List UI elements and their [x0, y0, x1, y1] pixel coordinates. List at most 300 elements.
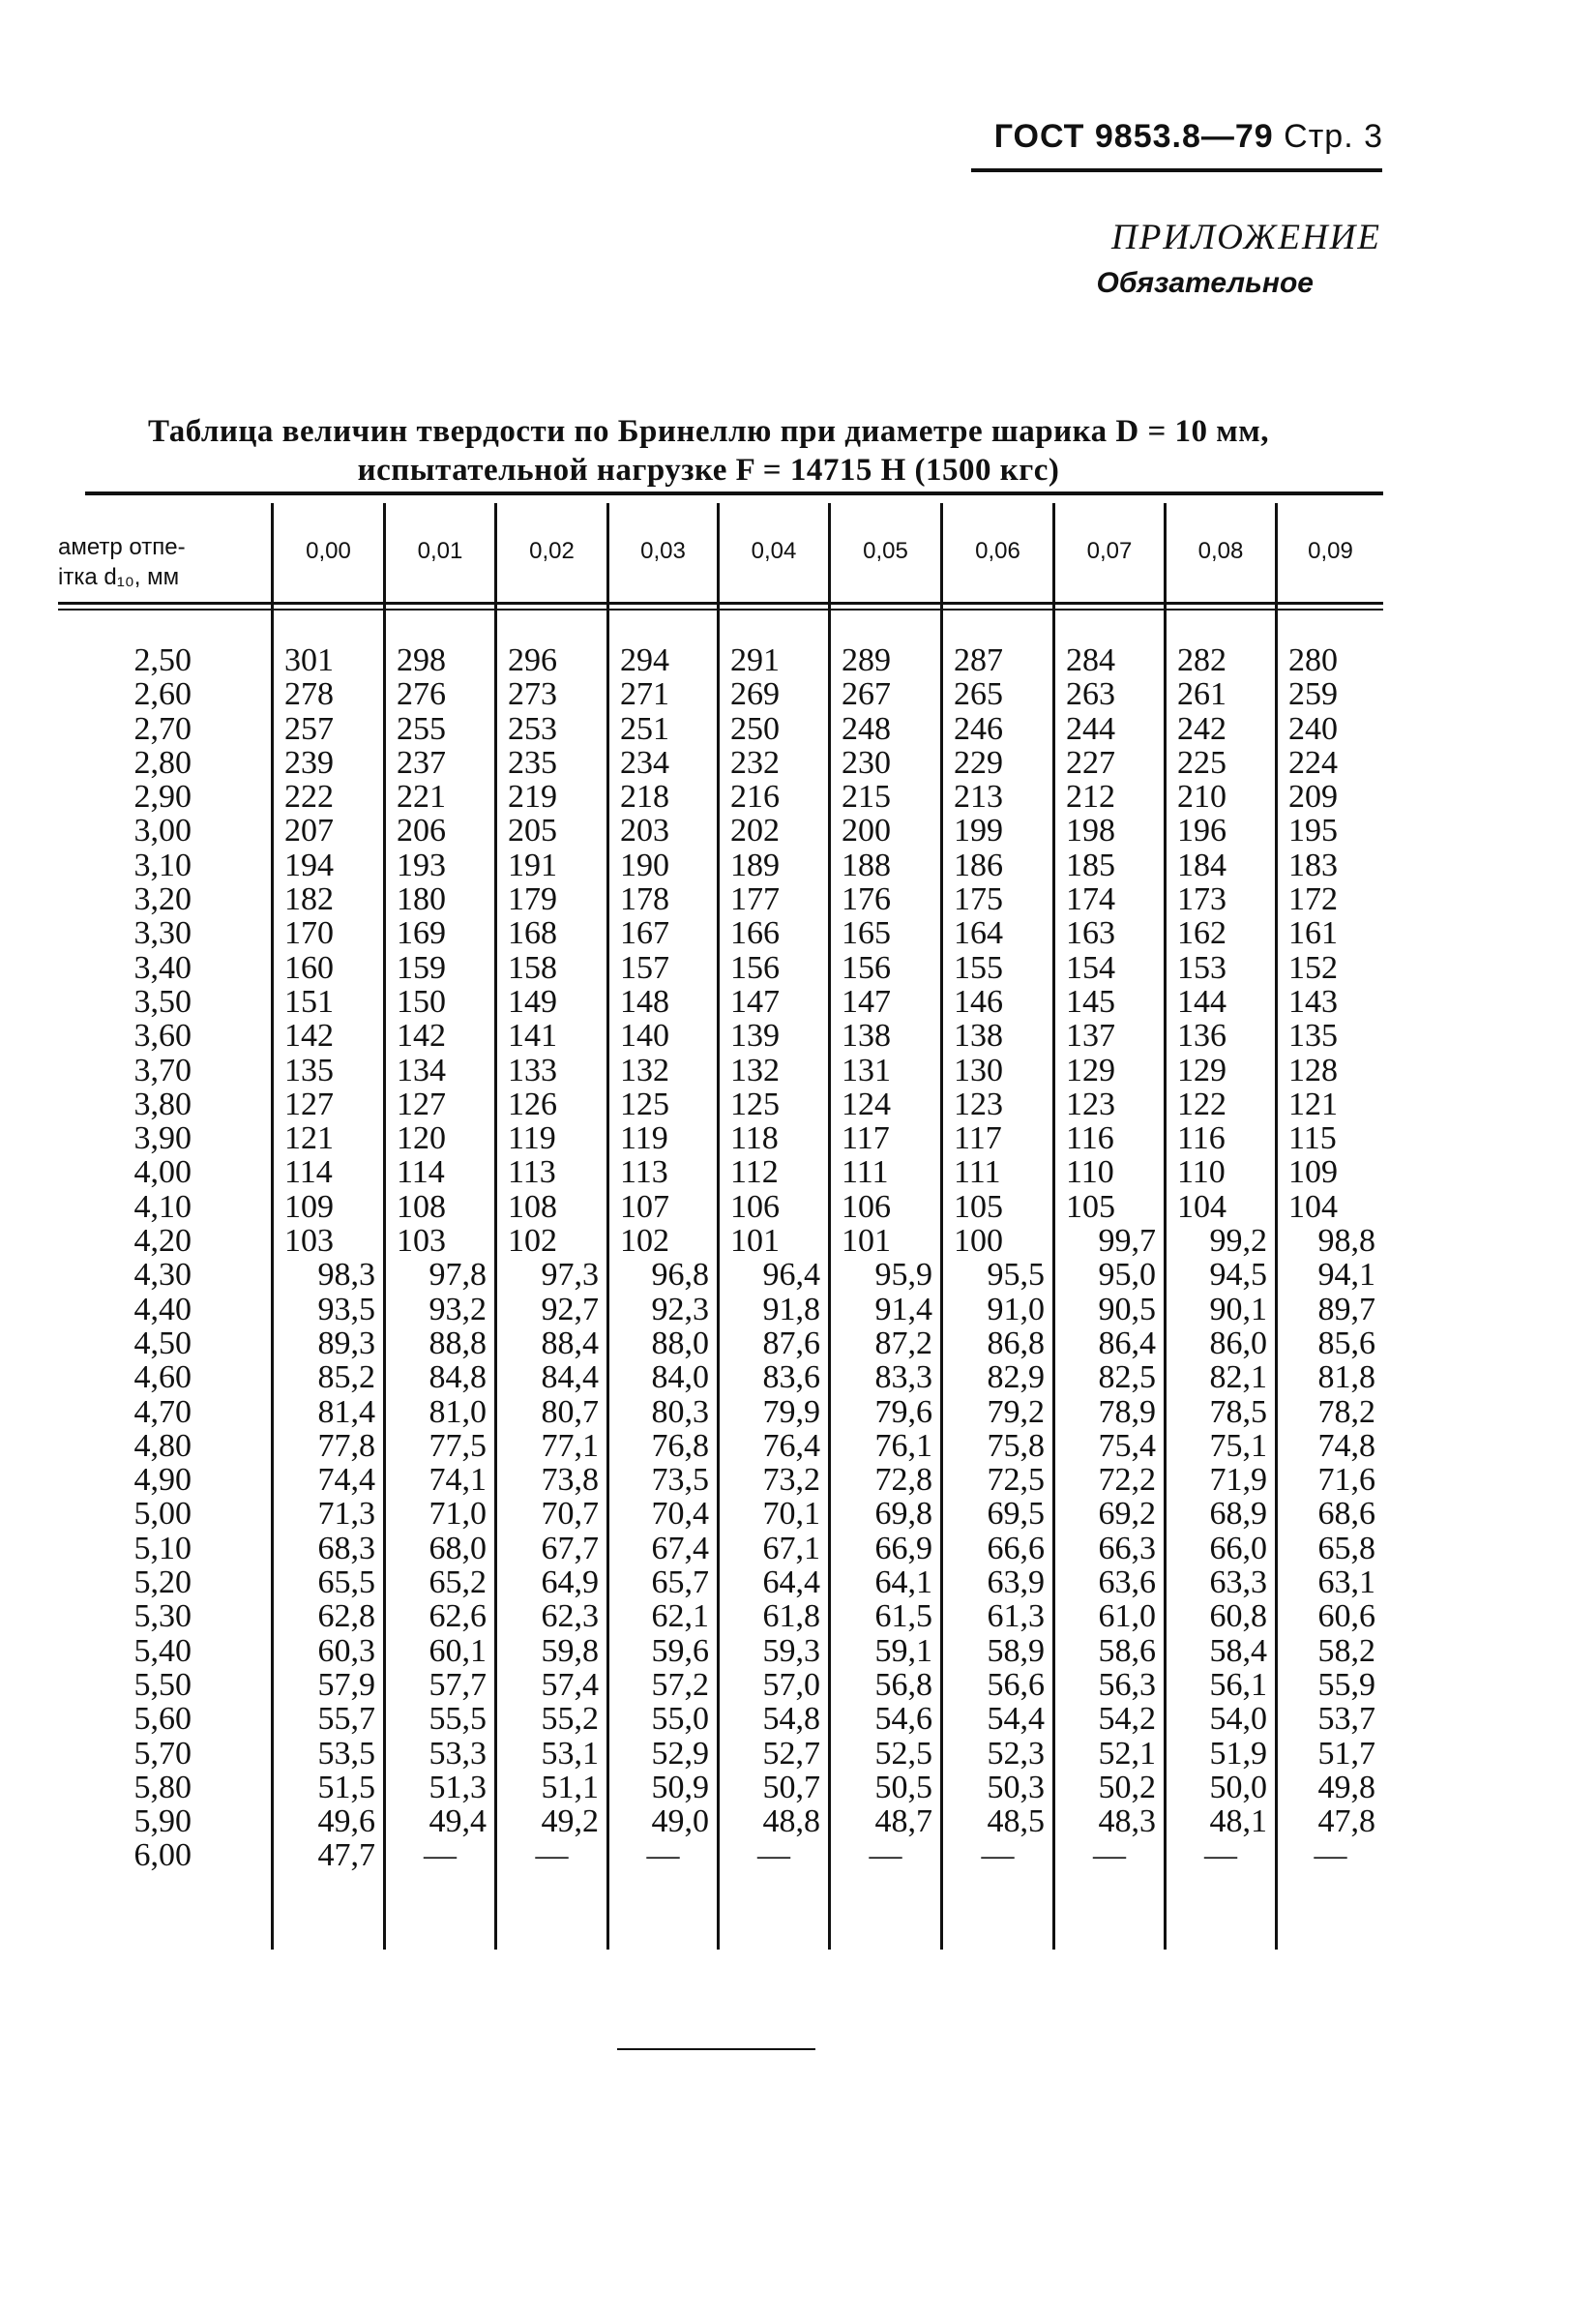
diameter-cell: 5,40: [133, 1632, 192, 1669]
diameter-cell: 2,80: [133, 744, 192, 781]
hardness-value-cell: 48,3: [1098, 1803, 1156, 1840]
hardness-value-cell: 101: [842, 1223, 891, 1260]
hardness-value-cell: 167: [620, 915, 669, 952]
hardness-value-cell: 89,7: [1317, 1291, 1375, 1327]
hardness-value-cell: 267: [842, 676, 891, 713]
hardness-value-cell: 71,9: [1209, 1462, 1267, 1499]
hardness-value-cell: 163: [1066, 915, 1115, 952]
hardness-value-cell: —: [1314, 1837, 1347, 1874]
hardness-value-cell: 69,2: [1098, 1496, 1156, 1533]
hardness-value-cell: 189: [730, 847, 780, 883]
hardness-value-cell: 203: [620, 813, 669, 849]
hardness-value-cell: 153: [1177, 949, 1227, 986]
hardness-value-cell: 111: [842, 1154, 889, 1191]
hardness-value-cell: 111: [954, 1154, 1001, 1191]
hardness-value-cell: 66,9: [874, 1530, 932, 1566]
hardness-value-cell: 63,9: [987, 1564, 1045, 1601]
hardness-value-cell: 76,1: [874, 1427, 932, 1464]
hardness-value-cell: 141: [508, 1018, 557, 1055]
hardness-value-cell: 50,9: [651, 1769, 709, 1805]
hardness-value-cell: 55,0: [651, 1701, 709, 1738]
hardness-value-cell: 79,2: [987, 1393, 1045, 1430]
hardness-value-cell: 183: [1288, 847, 1338, 883]
hardness-value-cell: 65,2: [429, 1564, 487, 1601]
hardness-value-cell: 63,6: [1098, 1564, 1156, 1601]
hardness-value-cell: 93,2: [429, 1291, 487, 1327]
hardness-value-cell: 193: [397, 847, 446, 883]
hardness-value-cell: 225: [1177, 744, 1227, 781]
value-column: [720, 643, 828, 1873]
hardness-value-cell: —: [981, 1837, 1015, 1874]
diameter-cell: 3,20: [133, 881, 192, 918]
hardness-value-cell: 90,1: [1209, 1291, 1267, 1327]
hardness-value-cell: 53,7: [1317, 1701, 1375, 1738]
hardness-value-cell: 55,9: [1317, 1666, 1375, 1703]
hardness-value-cell: 77,1: [541, 1427, 599, 1464]
hardness-value-cell: 158: [508, 949, 557, 986]
hardness-value-cell: 84,0: [651, 1359, 709, 1396]
hardness-value-cell: 125: [730, 1086, 780, 1122]
hardness-value-cell: 242: [1177, 710, 1227, 747]
hardness-value-cell: 80,7: [541, 1393, 599, 1430]
value-column: [943, 643, 1052, 1873]
hardness-value-cell: 185: [1066, 847, 1115, 883]
hardness-value-cell: —: [1093, 1837, 1126, 1874]
hardness-value-cell: 96,4: [762, 1257, 820, 1294]
hardness-value-cell: 209: [1288, 779, 1338, 816]
hardness-value-cell: 71,0: [429, 1496, 487, 1533]
hardness-value-cell: 53,5: [317, 1735, 375, 1772]
hardness-value-cell: 194: [284, 847, 334, 883]
hardness-value-cell: 80,3: [651, 1393, 709, 1430]
hardness-value-cell: 48,5: [987, 1803, 1045, 1840]
hardness-value-cell: 61,0: [1098, 1598, 1156, 1635]
diameter-cell: 4,30: [133, 1257, 192, 1294]
diameter-cell: 2,50: [133, 642, 192, 678]
hardness-value-cell: 74,4: [317, 1462, 375, 1499]
hardness-value-cell: 74,1: [429, 1462, 487, 1499]
hardness-value-cell: 112: [730, 1154, 779, 1191]
hardness-value-cell: 57,4: [541, 1666, 599, 1703]
header-rule-2: [58, 609, 1383, 611]
hardness-value-cell: 103: [397, 1223, 446, 1260]
hardness-value-cell: 294: [620, 642, 669, 678]
value-column: [386, 643, 494, 1873]
diameter-cell: 5,10: [133, 1530, 192, 1566]
hardness-value-cell: 66,6: [987, 1530, 1045, 1566]
hardness-value-cell: 179: [508, 881, 557, 918]
hardness-value-cell: 68,0: [429, 1530, 487, 1566]
diameter-cell: 4,50: [133, 1325, 192, 1361]
hardness-value-cell: 66,0: [1209, 1530, 1267, 1566]
hardness-value-cell: 151: [284, 983, 334, 1020]
hardness-value-cell: 147: [730, 983, 780, 1020]
hardness-value-cell: 178: [620, 881, 669, 918]
hardness-value-cell: 139: [730, 1018, 780, 1055]
hardness-value-cell: 125: [620, 1086, 669, 1122]
hardness-value-cell: 62,8: [317, 1598, 375, 1635]
hardness-value-cell: 82,5: [1098, 1359, 1156, 1396]
hardness-value-cell: 82,1: [1209, 1359, 1267, 1396]
hardness-value-cell: 71,6: [1317, 1462, 1375, 1499]
hardness-value-cell: 59,1: [874, 1632, 932, 1669]
hardness-value-cell: 168: [508, 915, 557, 952]
hardness-value-cell: 128: [1288, 1052, 1338, 1088]
hardness-value-cell: 91,0: [987, 1291, 1045, 1327]
hardness-value-cell: 219: [508, 779, 557, 816]
hardness-value-cell: 230: [842, 744, 891, 781]
hardness-value-cell: 251: [620, 710, 669, 747]
hardness-value-cell: 296: [508, 642, 557, 678]
diameter-cell: 5,90: [133, 1803, 192, 1840]
hardness-value-cell: 58,9: [987, 1632, 1045, 1669]
hardness-value-cell: 175: [954, 881, 1003, 918]
hardness-value-cell: 278: [284, 676, 334, 713]
column-header: 0,08: [1197, 538, 1244, 564]
hardness-value-cell: 164: [954, 915, 1003, 952]
column-header: 0,02: [529, 538, 575, 564]
hardness-value-cell: 84,4: [541, 1359, 599, 1396]
hardness-value-cell: 70,7: [541, 1496, 599, 1533]
hardness-value-cell: 126: [508, 1086, 557, 1122]
hardness-value-cell: 136: [1177, 1018, 1227, 1055]
diameter-column: [58, 643, 192, 1873]
hardness-value-cell: 79,6: [874, 1393, 932, 1430]
hardness-value-cell: 152: [1288, 949, 1338, 986]
column-header: 0,09: [1308, 538, 1353, 564]
hardness-value-cell: 97,3: [541, 1257, 599, 1294]
hardness-value-cell: 161: [1288, 915, 1338, 952]
hardness-value-cell: 59,3: [762, 1632, 820, 1669]
hardness-value-cell: 121: [1288, 1086, 1338, 1122]
hardness-value-cell: 165: [842, 915, 891, 952]
hardness-value-cell: 298: [397, 642, 446, 678]
hardness-value-cell: 173: [1177, 881, 1227, 918]
value-column: [274, 643, 383, 1873]
hardness-value-cell: 133: [508, 1052, 557, 1088]
hardness-value-cell: 75,4: [1098, 1427, 1156, 1464]
hardness-value-cell: 188: [842, 847, 891, 883]
hardness-value-cell: 134: [397, 1052, 446, 1088]
hardness-value-cell: 94,1: [1317, 1257, 1375, 1294]
hardness-value-cell: 86,4: [1098, 1325, 1156, 1361]
diameter-cell: 3,90: [133, 1120, 192, 1157]
hardness-value-cell: 213: [954, 779, 1003, 816]
hardness-value-cell: 51,7: [1317, 1735, 1375, 1772]
hardness-value-cell: 64,9: [541, 1564, 599, 1601]
hardness-value-cell: 86,8: [987, 1325, 1045, 1361]
hardness-value-cell: 77,5: [429, 1427, 487, 1464]
header-rule-1: [58, 602, 1383, 605]
hardness-value-cell: 62,1: [651, 1598, 709, 1635]
hardness-value-cell: 229: [954, 744, 1003, 781]
hardness-value-cell: —: [646, 1837, 680, 1874]
hardness-value-cell: 114: [284, 1154, 333, 1191]
hardness-value-cell: 159: [397, 949, 446, 986]
diameter-column-header: [58, 532, 266, 592]
hardness-value-cell: 90,5: [1098, 1291, 1156, 1327]
hardness-value-cell: 129: [1177, 1052, 1227, 1088]
hardness-value-cell: —: [535, 1837, 569, 1874]
hardness-value-cell: 148: [620, 983, 669, 1020]
hardness-value-cell: 261: [1177, 676, 1227, 713]
hardness-value-cell: 156: [842, 949, 891, 986]
hardness-value-cell: 88,4: [541, 1325, 599, 1361]
diameter-cell: 5,00: [133, 1496, 192, 1533]
hardness-value-cell: 130: [954, 1052, 1003, 1088]
hardness-value-cell: 199: [954, 813, 1003, 849]
hardness-value-cell: 52,7: [762, 1735, 820, 1772]
hardness-value-cell: 202: [730, 813, 780, 849]
hardness-value-cell: 157: [620, 949, 669, 986]
hardness-value-cell: 131: [842, 1052, 891, 1088]
hardness-value-cell: 73,5: [651, 1462, 709, 1499]
hardness-value-cell: 142: [397, 1018, 446, 1055]
hardness-value-cell: 57,0: [762, 1666, 820, 1703]
hardness-value-cell: 180: [397, 881, 446, 918]
hardness-value-cell: 248: [842, 710, 891, 747]
hardness-value-cell: 67,1: [762, 1530, 820, 1566]
hardness-value-cell: 105: [1066, 1188, 1115, 1225]
hardness-value-cell: 101: [730, 1223, 780, 1260]
hardness-value-cell: 127: [284, 1086, 334, 1122]
hardness-value-cell: 82,9: [987, 1359, 1045, 1396]
hardness-value-cell: 61,3: [987, 1598, 1045, 1635]
hardness-value-cell: 265: [954, 676, 1003, 713]
hardness-value-cell: 122: [1177, 1086, 1227, 1122]
hardness-value-cell: 301: [284, 642, 334, 678]
appendix-title: ПРИЛОЖЕНИЕ: [1111, 218, 1381, 257]
footer-rule: [617, 2048, 815, 2050]
hardness-value-cell: 50,3: [987, 1769, 1045, 1805]
hardness-value-cell: 100: [954, 1223, 1003, 1260]
hardness-value-cell: 81,4: [317, 1393, 375, 1430]
standard-number: ГОСТ 9853.8—79: [993, 118, 1274, 155]
hardness-value-cell: 224: [1288, 744, 1338, 781]
diameter-cell: 4,70: [133, 1393, 192, 1430]
hardness-value-cell: 129: [1066, 1052, 1115, 1088]
hardness-value-cell: 218: [620, 779, 669, 816]
hardness-value-cell: 119: [620, 1120, 668, 1157]
hardness-value-cell: 259: [1288, 676, 1338, 713]
hardness-value-cell: 75,1: [1209, 1427, 1267, 1464]
hardness-value-cell: 85,2: [317, 1359, 375, 1396]
hardness-value-cell: 63,3: [1209, 1564, 1267, 1601]
hardness-value-cell: 195: [1288, 813, 1338, 849]
hardness-value-cell: 182: [284, 881, 334, 918]
hardness-value-cell: 119: [508, 1120, 556, 1157]
hardness-value-cell: 93,5: [317, 1291, 375, 1327]
hardness-value-cell: 54,0: [1209, 1701, 1267, 1738]
hardness-value-cell: 190: [620, 847, 669, 883]
hardness-value-cell: 170: [284, 915, 334, 952]
hardness-value-cell: 253: [508, 710, 557, 747]
diameter-cell: 5,60: [133, 1701, 192, 1738]
hardness-value-cell: 244: [1066, 710, 1115, 747]
hardness-value-cell: 88,0: [651, 1325, 709, 1361]
diameter-cell: 4,60: [133, 1359, 192, 1396]
hardness-value-cell: 50,5: [874, 1769, 932, 1805]
hardness-value-cell: 276: [397, 676, 446, 713]
hardness-value-cell: 56,8: [874, 1666, 932, 1703]
hardness-value-cell: 205: [508, 813, 557, 849]
hardness-value-cell: 99,7: [1098, 1223, 1156, 1260]
hardness-value-cell: 74,8: [1317, 1427, 1375, 1464]
diameter-cell: 2,60: [133, 676, 192, 713]
hardness-value-cell: 95,5: [987, 1257, 1045, 1294]
diameter-cell: 3,60: [133, 1018, 192, 1055]
hardness-value-cell: 162: [1177, 915, 1227, 952]
hardness-value-cell: 143: [1288, 983, 1338, 1020]
hardness-value-cell: 65,5: [317, 1564, 375, 1601]
hardness-value-cell: 109: [284, 1188, 334, 1225]
hardness-value-cell: 198: [1066, 813, 1115, 849]
hardness-value-cell: 184: [1177, 847, 1227, 883]
column-header: 0,07: [1086, 538, 1133, 564]
hardness-value-cell: 227: [1066, 744, 1115, 781]
hardness-value-cell: 186: [954, 847, 1003, 883]
hardness-value-cell: 68,3: [317, 1530, 375, 1566]
hardness-value-cell: 156: [730, 949, 780, 986]
hardness-value-cell: 118: [730, 1120, 779, 1157]
hardness-value-cell: 60,3: [317, 1632, 375, 1669]
hardness-value-cell: 54,8: [762, 1701, 820, 1738]
hardness-value-cell: 98,8: [1317, 1223, 1375, 1260]
hardness-value-cell: 61,8: [762, 1598, 820, 1635]
hardness-value-cell: 54,4: [987, 1701, 1045, 1738]
hardness-value-cell: 70,1: [762, 1496, 820, 1533]
hardness-value-cell: 62,6: [429, 1598, 487, 1635]
hardness-value-cell: 72,5: [987, 1462, 1045, 1499]
hardness-value-cell: 47,8: [1317, 1803, 1375, 1840]
table-title: [58, 412, 1359, 490]
hardness-value-cell: 51,3: [429, 1769, 487, 1805]
hardness-value-cell: 174: [1066, 881, 1115, 918]
diameter-cell: 3,10: [133, 847, 192, 883]
hardness-value-cell: 114: [397, 1154, 445, 1191]
hardness-value-cell: 48,7: [874, 1803, 932, 1840]
hardness-value-cell: 81,0: [429, 1393, 487, 1430]
diameter-cell: 3,70: [133, 1052, 192, 1088]
hardness-value-cell: 104: [1177, 1188, 1227, 1225]
hardness-value-cell: 58,4: [1209, 1632, 1267, 1669]
hardness-value-cell: 86,0: [1209, 1325, 1267, 1361]
hardness-value-cell: 72,2: [1098, 1462, 1156, 1499]
hardness-value-cell: 154: [1066, 949, 1115, 986]
hardness-value-cell: 237: [397, 744, 446, 781]
hardness-value-cell: 291: [730, 642, 780, 678]
header-rule: [971, 168, 1382, 172]
hardness-value-cell: 76,8: [651, 1427, 709, 1464]
hardness-value-cell: 246: [954, 710, 1003, 747]
hardness-value-cell: 56,1: [1209, 1666, 1267, 1703]
hardness-value-cell: 63,1: [1317, 1564, 1375, 1601]
hardness-value-cell: 110: [1066, 1154, 1114, 1191]
hardness-value-cell: 91,4: [874, 1291, 932, 1327]
hardness-value-cell: 60,8: [1209, 1598, 1267, 1635]
hardness-value-cell: 73,8: [541, 1462, 599, 1499]
hardness-value-cell: 59,8: [541, 1632, 599, 1669]
column-header: 0,04: [751, 538, 797, 564]
hardness-value-cell: 52,1: [1098, 1735, 1156, 1772]
hardness-value-cell: 49,4: [429, 1803, 487, 1840]
hardness-value-cell: 94,5: [1209, 1257, 1267, 1294]
hardness-value-cell: 91,8: [762, 1291, 820, 1327]
hardness-value-cell: 60,6: [1317, 1598, 1375, 1635]
hardness-value-cell: 52,3: [987, 1735, 1045, 1772]
hardness-value-cell: 53,1: [541, 1735, 599, 1772]
hardness-value-cell: 77,8: [317, 1427, 375, 1464]
value-column: [497, 643, 606, 1873]
hardness-value-cell: —: [869, 1837, 902, 1874]
diameter-cell: 5,70: [133, 1735, 192, 1772]
hardness-value-cell: 58,6: [1098, 1632, 1156, 1669]
hardness-value-cell: 69,5: [987, 1496, 1045, 1533]
hardness-value-cell: 92,3: [651, 1291, 709, 1327]
hardness-value-cell: 212: [1066, 779, 1115, 816]
appendix-subtitle: Обязательное: [1096, 267, 1314, 299]
hardness-value-cell: 73,2: [762, 1462, 820, 1499]
hardness-value-cell: 67,7: [541, 1530, 599, 1566]
diameter-cell: 4,00: [133, 1154, 192, 1191]
hardness-value-cell: 53,3: [429, 1735, 487, 1772]
hardness-value-cell: 52,5: [874, 1735, 932, 1772]
diameter-cell: 5,20: [133, 1564, 192, 1601]
hardness-value-cell: 271: [620, 676, 669, 713]
hardness-value-cell: 64,4: [762, 1564, 820, 1601]
hardness-value-cell: 88,8: [429, 1325, 487, 1361]
hardness-value-cell: 221: [397, 779, 446, 816]
hardness-value-cell: 115: [1288, 1120, 1337, 1157]
hardness-value-cell: 132: [730, 1052, 780, 1088]
hardness-value-cell: 177: [730, 881, 780, 918]
diameter-cell: 2,90: [133, 779, 192, 816]
hardness-value-cell: 50,7: [762, 1769, 820, 1805]
diameter-cell: 4,90: [133, 1462, 192, 1499]
hardness-value-cell: 109: [1288, 1154, 1338, 1191]
hardness-value-cell: 107: [620, 1188, 669, 1225]
hardness-value-cell: 60,1: [429, 1632, 487, 1669]
hardness-value-cell: 160: [284, 949, 334, 986]
hardness-value-cell: 97,8: [429, 1257, 487, 1294]
table-title-line-1: Таблица величин твердости по Бринеллю при диаметре шарика D = 10 мм,: [148, 414, 1269, 449]
hardness-value-cell: 166: [730, 915, 780, 952]
column-header: 0,06: [975, 538, 1020, 564]
diameter-cell: 3,00: [133, 813, 192, 849]
hardness-value-cell: 147: [842, 983, 891, 1020]
hardness-value-cell: 67,4: [651, 1530, 709, 1566]
hardness-value-cell: 54,2: [1098, 1701, 1156, 1738]
hardness-value-cell: 121: [284, 1120, 334, 1157]
hardness-value-cell: 200: [842, 813, 891, 849]
hardness-value-cell: 65,7: [651, 1564, 709, 1601]
hardness-value-cell: 287: [954, 642, 1003, 678]
hardness-value-cell: 55,2: [541, 1701, 599, 1738]
hardness-value-cell: 83,6: [762, 1359, 820, 1396]
hardness-value-cell: 95,9: [874, 1257, 932, 1294]
hardness-value-cell: 68,9: [1209, 1496, 1267, 1533]
hardness-value-cell: 135: [284, 1052, 334, 1088]
diameter-cell: 3,30: [133, 915, 192, 952]
hardness-value-cell: 85,6: [1317, 1325, 1375, 1361]
diameter-cell: 3,50: [133, 983, 192, 1020]
hardness-value-cell: 83,3: [874, 1359, 932, 1396]
column-header: 0,03: [640, 538, 686, 564]
hardness-value-cell: 99,2: [1209, 1223, 1267, 1260]
hardness-value-cell: 49,8: [1317, 1769, 1375, 1805]
table-top-rule: [85, 491, 1383, 495]
hardness-value-cell: —: [424, 1837, 457, 1874]
